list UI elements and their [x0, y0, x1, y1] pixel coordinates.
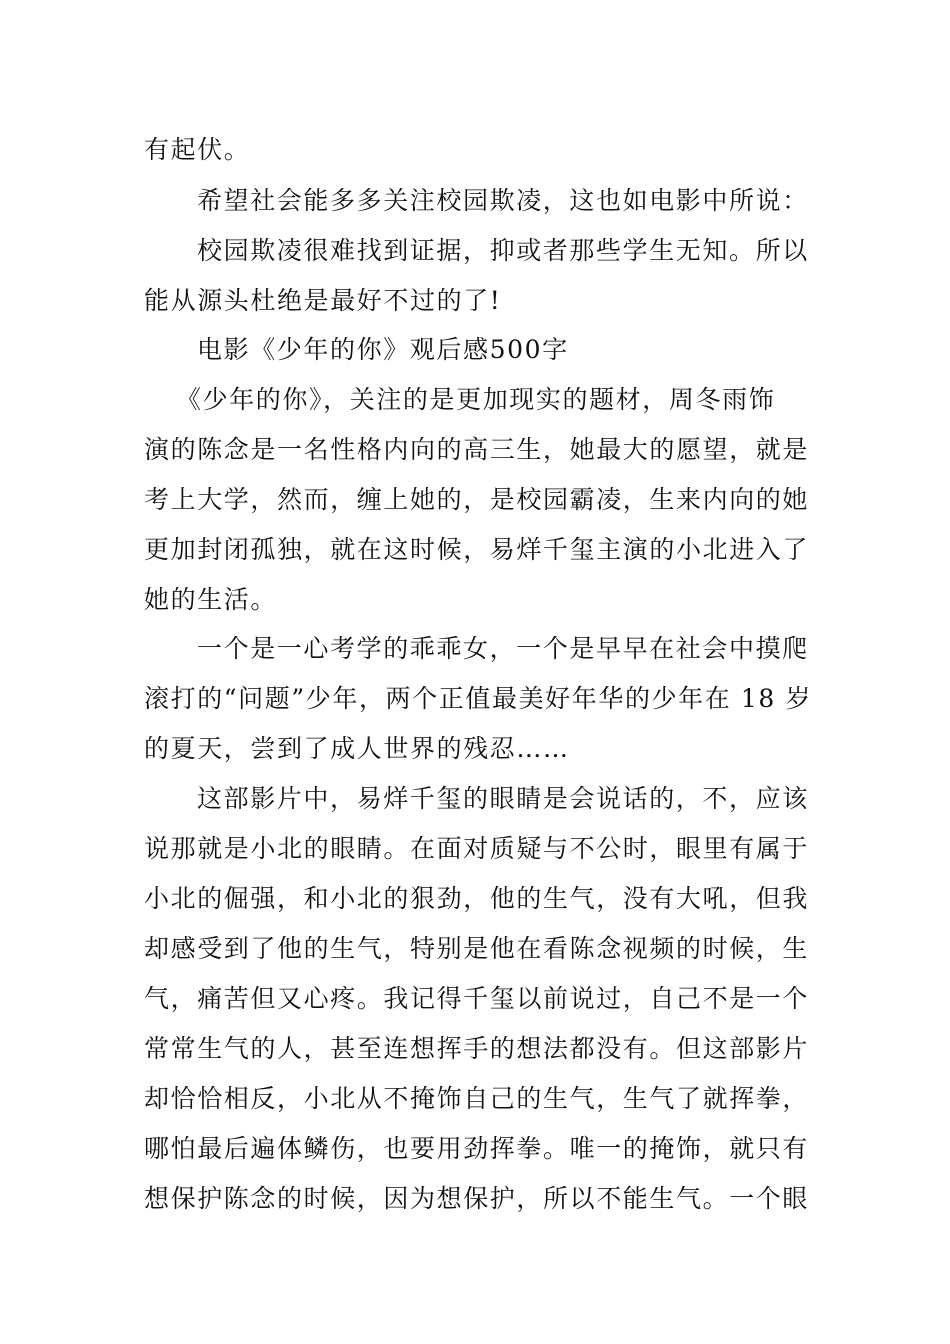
text-line: 《少年的你》，关注的是更加现实的题材，周冬雨饰: [176, 385, 776, 414]
text-line: 却恰恰相反，小北从不掩饰自己的生气，生气了就挥拳，: [144, 1084, 810, 1113]
text-line: 演的陈念是一名性格内向的高三生，她最大的愿望，就是: [144, 435, 810, 464]
text-line: 校园欺凌很难找到证据，抑或者那些学生无知。所以: [197, 236, 809, 265]
text-line: 哪怕最后遍体鳞伤，也要用劲挥拳。唯一的掩饰，就只有: [144, 1134, 810, 1163]
text-line: 滚打的“问题”少年，两个正值最美好年华的少年在 18 岁: [144, 684, 813, 713]
section-heading: 电影《少年的你》观后感500字: [197, 335, 569, 364]
text-line: 有起伏。: [144, 135, 251, 164]
text-line: 想保护陈念的时候，因为想保护，所以不能生气。一个眼: [144, 1184, 810, 1213]
text-line: 能从源头杜绝是最好不过的了!: [144, 286, 502, 315]
text-line: 却感受到了他的生气，特别是他在看陈念视频的时候，生: [144, 934, 810, 963]
text-line: 考上大学，然而，缠上她的，是校园霸凌，生来内向的她: [144, 485, 810, 514]
text-line: 更加封闭孤独，就在这时候，易烊千玺主演的小北进入了: [144, 535, 810, 564]
text-line: 她的生活。: [144, 585, 278, 614]
text-line: 常常生气的人，甚至连想挥手的想法都没有。但这部影片: [144, 1034, 810, 1063]
text-line: 说那就是小北的眼睛。在面对质疑与不公时，眼里有属于: [144, 834, 810, 863]
text-line: 气，痛苦但又心疼。我记得千玺以前说过，自己不是一个: [144, 984, 810, 1013]
text-line: 这部影片中，易烊千玺的眼睛是会说话的，不，应该: [197, 784, 809, 813]
text-line: 小北的倔强，和小北的狠劲，他的生气，没有大吼，但我: [144, 884, 810, 913]
text-line: 的夏天，尝到了成人世界的残忍……: [144, 734, 570, 763]
text-line: 一个是一心考学的乖乖女，一个是早早在社会中摸爬: [197, 634, 809, 663]
text-line: 希望社会能多多关注校园欺凌，这也如电影中所说：: [197, 186, 809, 215]
